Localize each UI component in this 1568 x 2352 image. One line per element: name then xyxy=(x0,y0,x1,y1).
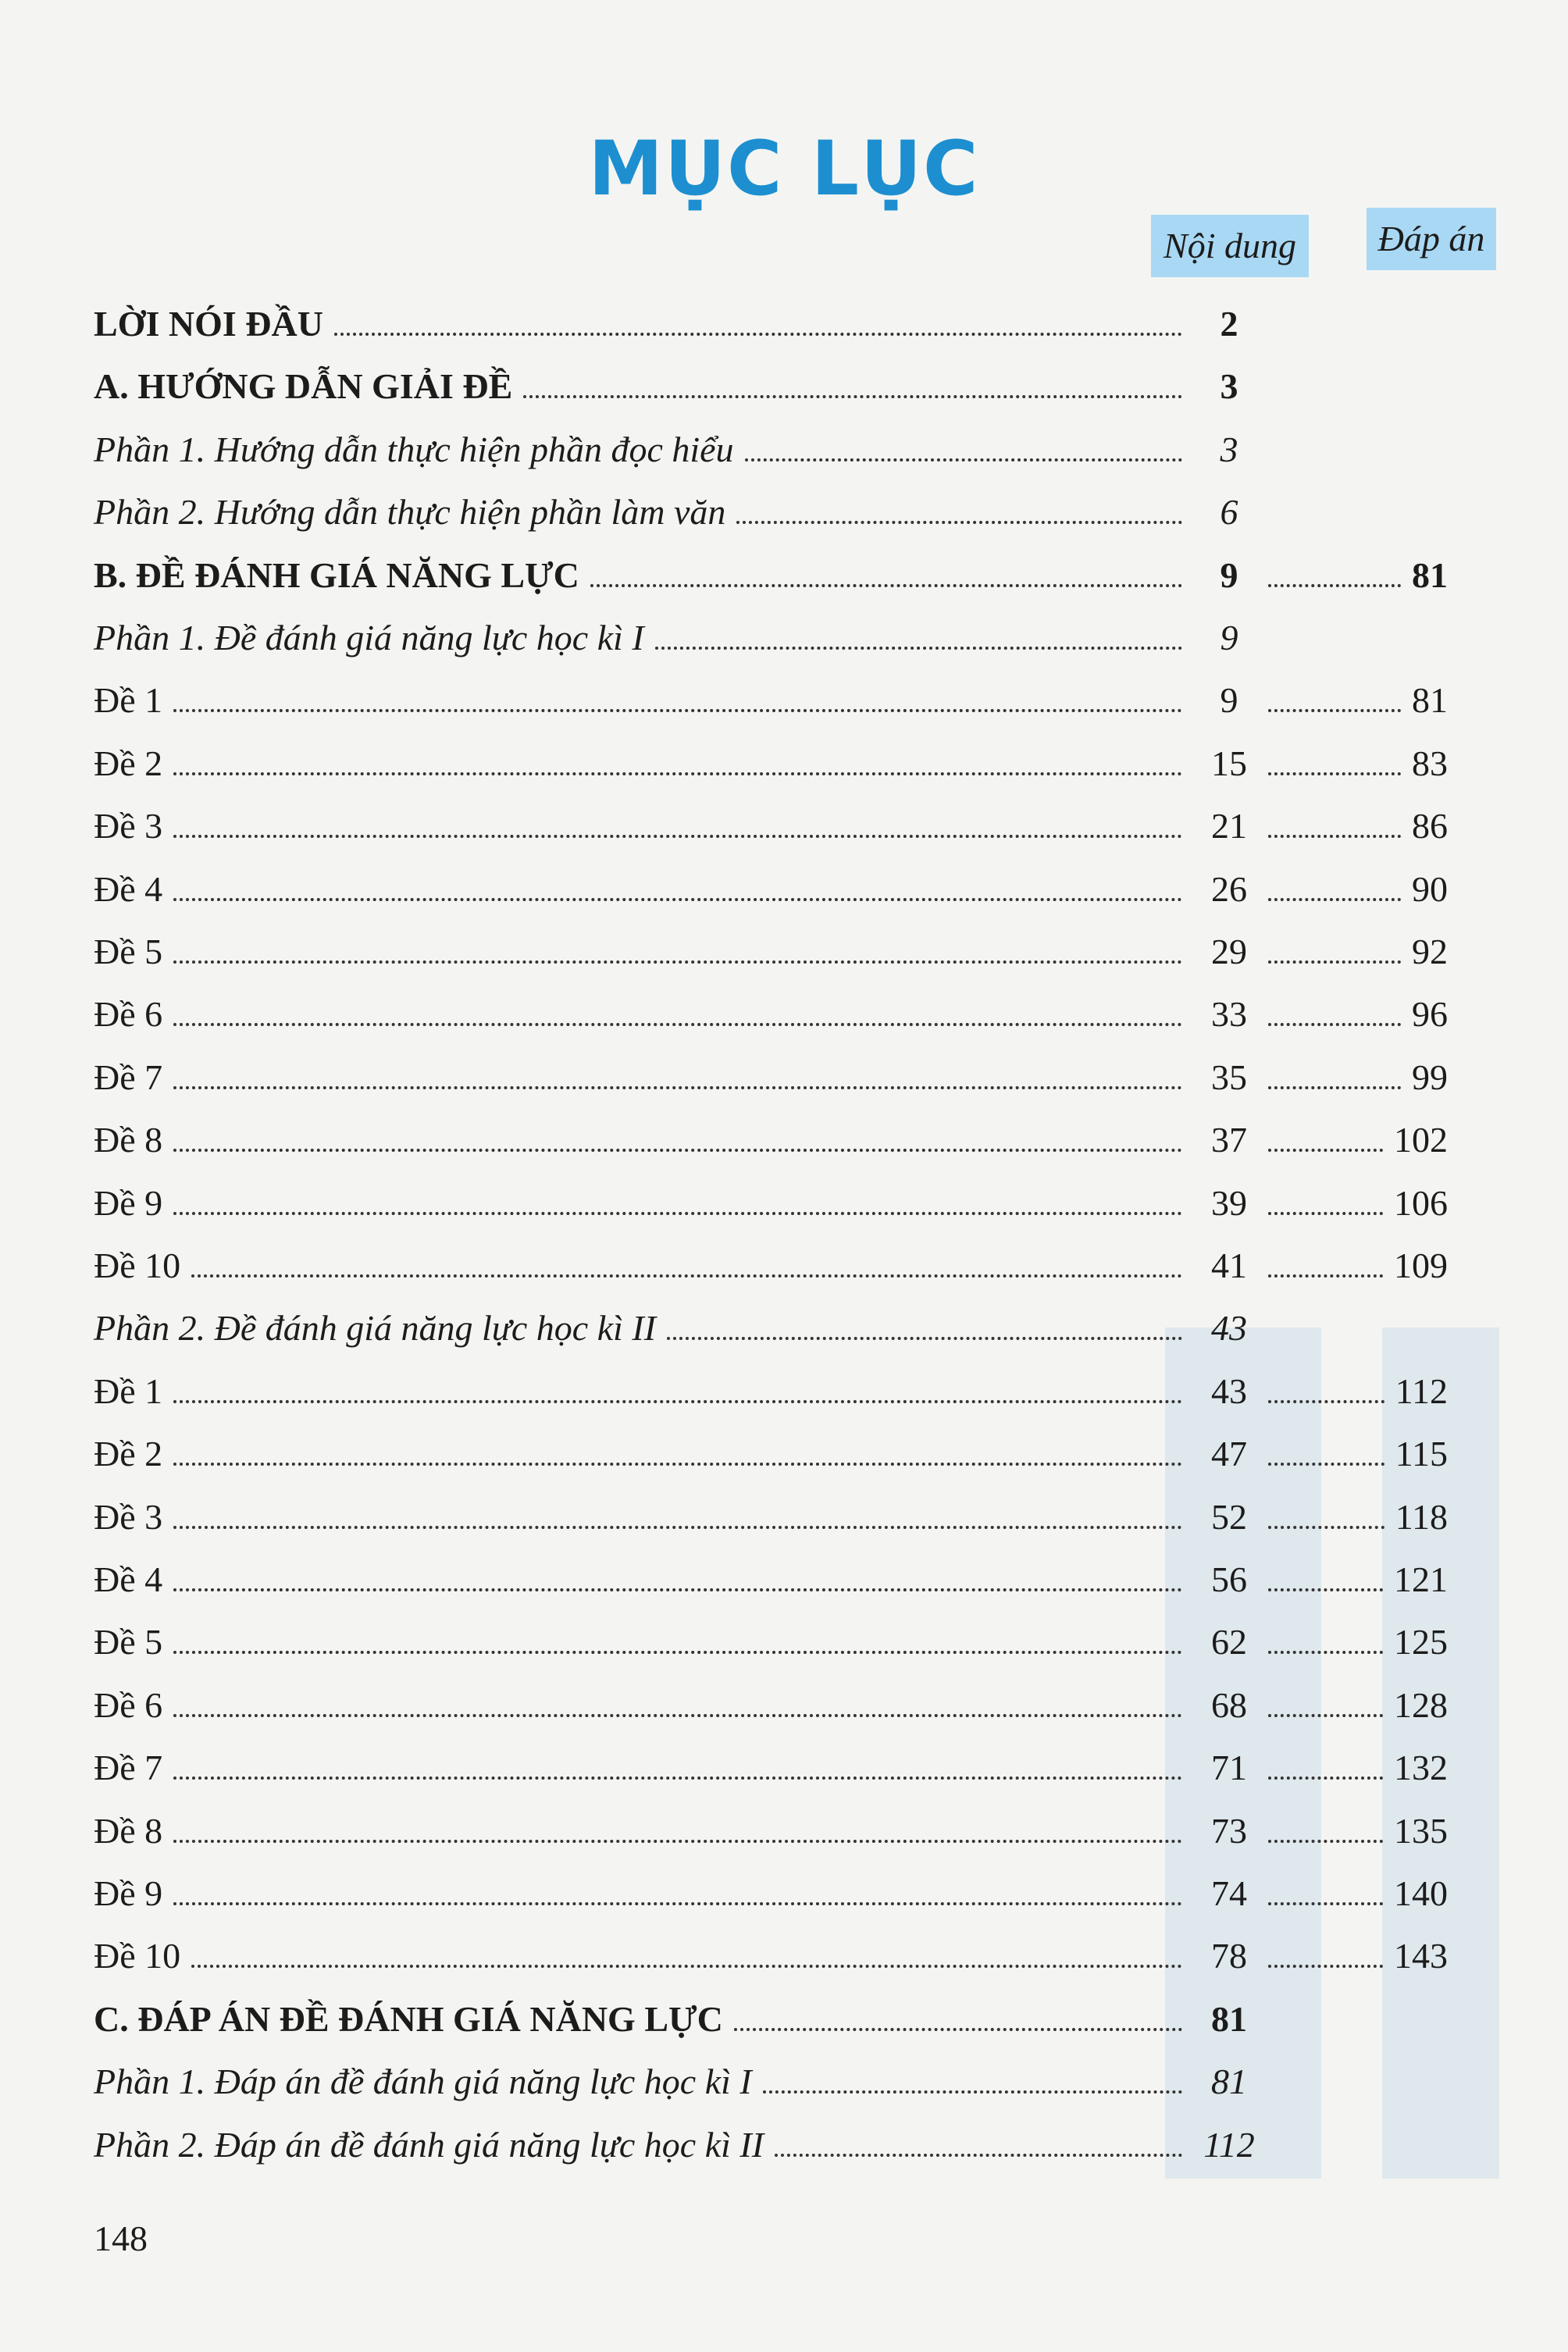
toc-entry xyxy=(94,985,1265,1043)
toc-entry-label: Phần 1. Đáp án đề đánh giá năng lực học kì I xyxy=(94,2062,752,2101)
toc-entry xyxy=(94,1802,1265,1860)
dot-leader xyxy=(1268,1525,1384,1529)
toc-entry-page: 68 xyxy=(1211,1685,1247,1725)
toc-entry-label: Đề 8 xyxy=(94,1811,163,1851)
toc-entry-answer-page: 118 xyxy=(1395,1497,1448,1537)
toc-entry-label: Đề 7 xyxy=(94,1748,163,1787)
dot-leader xyxy=(1268,1022,1401,1026)
toc-entry-label: Đề 1 xyxy=(94,1371,163,1411)
dot-leader xyxy=(1268,834,1401,838)
dot-leader xyxy=(173,1713,1182,1717)
toc-entry xyxy=(94,735,1265,793)
toc-entry-page: 9 xyxy=(1220,555,1238,595)
toc-entry-label: Đề 10 xyxy=(94,1245,181,1285)
toc-entry-answer-page: 121 xyxy=(1394,1559,1448,1599)
toc-entry-label: Đề 5 xyxy=(94,1622,163,1662)
dot-leader xyxy=(1268,1839,1383,1843)
toc-entry xyxy=(94,1927,1265,1985)
toc-entry-page: 9 xyxy=(1220,680,1238,720)
dot-leader xyxy=(173,960,1182,964)
toc-entry-label: Đề 1 xyxy=(94,680,163,720)
toc-entry-answer xyxy=(1268,1237,1448,1295)
page-number: 148 xyxy=(94,2218,148,2258)
toc-entry-page: 52 xyxy=(1211,1497,1247,1537)
toc-entry-answer xyxy=(1268,1425,1448,1483)
toc-entry-label: B. ĐỀ ĐÁNH GIÁ NĂNG LỰC xyxy=(94,555,579,595)
toc-entry-page: 74 xyxy=(1211,1873,1247,1913)
toc-entry xyxy=(94,2053,1265,2111)
dot-leader xyxy=(736,520,1182,524)
toc-entry-answer-page: 143 xyxy=(1394,1936,1448,1976)
toc-entry-label: Đề 6 xyxy=(94,1685,163,1725)
toc-entry-answer xyxy=(1268,1174,1448,1232)
dot-leader xyxy=(734,2027,1182,2031)
toc-entry-answer-page: 140 xyxy=(1394,1873,1448,1913)
toc-entry xyxy=(94,358,1265,415)
toc-entry-answer-page: 81 xyxy=(1412,555,1448,595)
toc-entry-answer xyxy=(1268,1802,1448,1860)
dot-leader xyxy=(1268,583,1401,587)
toc-entry-label: Đề 2 xyxy=(94,743,163,783)
dot-leader xyxy=(173,1399,1182,1403)
column-header-content: Nội dung xyxy=(1151,215,1309,277)
toc-entry xyxy=(94,1299,1265,1357)
toc-entry-page: 21 xyxy=(1211,806,1247,846)
toc-entry-page: 47 xyxy=(1211,1434,1247,1474)
toc-entry-label: Đề 8 xyxy=(94,1120,163,1160)
dot-leader xyxy=(173,1776,1182,1780)
dot-leader xyxy=(173,1650,1182,1654)
toc-entry xyxy=(94,1551,1265,1609)
toc-entry-answer xyxy=(1268,1363,1448,1420)
toc-entry-answer-page: 99 xyxy=(1412,1057,1448,1097)
toc-entry-answer-page: 125 xyxy=(1394,1622,1448,1662)
toc-entry-label: A. HƯỚNG DẪN GIẢI ĐỀ xyxy=(94,366,513,406)
toc-entry-answer xyxy=(1268,1865,1448,1923)
toc-entry-page: 41 xyxy=(1211,1245,1247,1285)
toc-entry xyxy=(94,1677,1265,1734)
dot-leader xyxy=(173,1148,1182,1152)
dot-leader xyxy=(1268,1901,1383,1905)
toc-entry-answer xyxy=(1268,1551,1448,1609)
toc-entry-page: 3 xyxy=(1220,429,1238,469)
toc-entry-page: 43 xyxy=(1211,1371,1247,1411)
dot-leader xyxy=(1268,1964,1383,1968)
toc-entry-page: 15 xyxy=(1211,743,1247,783)
toc-entry-page: 81 xyxy=(1211,2062,1247,2101)
dot-leader xyxy=(1268,772,1401,775)
toc-entry-page: 6 xyxy=(1220,492,1238,532)
toc-entry-label: Đề 4 xyxy=(94,1559,163,1599)
toc-entry xyxy=(94,1865,1265,1923)
toc-entry xyxy=(94,672,1265,729)
toc-entry-answer xyxy=(1268,1613,1448,1671)
toc-entry xyxy=(94,2116,1265,2174)
toc-entry xyxy=(94,1488,1265,1546)
toc-entry-answer xyxy=(1268,861,1448,918)
toc-entry-page: 56 xyxy=(1211,1559,1247,1599)
toc-entry-answer xyxy=(1268,547,1448,604)
toc-entry-answer xyxy=(1268,1488,1448,1546)
toc-entry xyxy=(94,861,1265,918)
dot-leader xyxy=(1268,1274,1383,1278)
toc-entry-page: 33 xyxy=(1211,994,1247,1034)
dot-leader xyxy=(173,1525,1182,1529)
toc-entry-answer-page: 83 xyxy=(1412,743,1448,783)
toc-entry-label: Phần 2. Hướng dẫn thực hiện phần làm văn xyxy=(94,492,726,532)
toc-entry xyxy=(94,1363,1265,1420)
dot-leader xyxy=(173,1839,1182,1843)
toc-entry-answer xyxy=(1268,1049,1448,1107)
toc-entry-label: Đề 6 xyxy=(94,994,163,1034)
toc-entry xyxy=(94,1111,1265,1169)
toc-entry-page: 3 xyxy=(1220,366,1238,406)
toc-entry-label: Phần 1. Đề đánh giá năng lực học kì I xyxy=(94,618,644,657)
toc-entry xyxy=(94,295,1265,353)
toc-entry-label: Phần 1. Hướng dẫn thực hiện phần đọc hiểu xyxy=(94,429,734,469)
toc-entry-page: 81 xyxy=(1211,1999,1247,2039)
dot-leader xyxy=(1268,1713,1383,1717)
dot-leader xyxy=(763,2090,1182,2094)
dot-leader xyxy=(1268,708,1401,712)
toc-entry-label: Đề 10 xyxy=(94,1936,181,1976)
toc-entry-answer xyxy=(1268,672,1448,729)
toc-entry-page: 62 xyxy=(1211,1622,1247,1662)
dot-leader xyxy=(523,394,1182,398)
toc-entry-label: Phần 2. Đề đánh giá năng lực học kì II xyxy=(94,1308,657,1348)
dot-leader xyxy=(775,2153,1182,2157)
toc-entry-label: C. ĐÁP ÁN ĐỀ ĐÁNH GIÁ NĂNG LỰC xyxy=(94,1999,723,2039)
toc-entry-label: Đề 7 xyxy=(94,1057,163,1097)
toc-entry-answer-page: 128 xyxy=(1394,1685,1448,1725)
dot-leader xyxy=(1268,1650,1383,1654)
toc-entry-page: 43 xyxy=(1211,1308,1247,1348)
dot-leader xyxy=(1268,1211,1383,1215)
toc-entry-page: 112 xyxy=(1203,2125,1255,2165)
toc-entry-answer-page: 81 xyxy=(1412,680,1448,720)
dot-leader xyxy=(655,646,1182,650)
toc-entry xyxy=(94,609,1265,667)
toc-entry-answer-page: 96 xyxy=(1412,994,1448,1034)
toc-entry-label: Đề 5 xyxy=(94,932,163,971)
toc-entry-page: 39 xyxy=(1211,1183,1247,1223)
dot-leader xyxy=(667,1336,1182,1340)
dot-leader xyxy=(1268,1588,1383,1591)
toc-entry xyxy=(94,1739,1265,1797)
toc-entry xyxy=(94,1425,1265,1483)
toc-entry-answer xyxy=(1268,1111,1448,1169)
dot-leader xyxy=(191,1964,1182,1968)
toc-entry-page: 78 xyxy=(1211,1936,1247,1976)
dot-leader xyxy=(1268,1776,1383,1780)
toc-entry-answer-page: 112 xyxy=(1395,1371,1448,1411)
dot-leader xyxy=(173,708,1182,712)
toc-entry-label: Đề 3 xyxy=(94,806,163,846)
toc-entry-label: Đề 4 xyxy=(94,869,163,909)
toc-entry-page: 73 xyxy=(1211,1811,1247,1851)
dot-leader xyxy=(1268,1399,1384,1403)
dot-leader xyxy=(173,1085,1182,1089)
toc-entry xyxy=(94,1990,1265,2048)
dot-leader xyxy=(191,1274,1182,1278)
toc-entry-page: 37 xyxy=(1211,1120,1247,1160)
toc-entry-page: 71 xyxy=(1211,1748,1247,1787)
dot-leader xyxy=(334,332,1182,336)
dot-leader xyxy=(173,1022,1182,1026)
toc-entry-label: Đề 9 xyxy=(94,1183,163,1223)
dot-leader xyxy=(745,458,1182,461)
toc-entry-answer-page: 92 xyxy=(1412,932,1448,971)
toc-entry-answer xyxy=(1268,923,1448,981)
toc-entry xyxy=(94,1613,1265,1671)
dot-leader xyxy=(1268,1462,1384,1466)
toc-entry-answer xyxy=(1268,985,1448,1043)
toc-entry-answer xyxy=(1268,1927,1448,1985)
dot-leader xyxy=(1268,1085,1401,1089)
toc-entry-page: 26 xyxy=(1211,869,1247,909)
toc-entry-answer-page: 90 xyxy=(1412,869,1448,909)
toc-entry-answer xyxy=(1268,797,1448,855)
page-title: MỤC LỤC xyxy=(588,125,980,212)
toc-entry-answer-page: 109 xyxy=(1394,1245,1448,1285)
dot-leader xyxy=(1268,897,1401,901)
column-header-answer: Đáp án xyxy=(1367,208,1496,270)
dot-leader xyxy=(590,583,1182,587)
dot-leader xyxy=(173,1901,1182,1905)
toc-entry-page: 29 xyxy=(1211,932,1247,971)
dot-leader xyxy=(173,772,1182,775)
toc-entry-label: Đề 2 xyxy=(94,1434,163,1474)
toc-entry-label: LỜI NÓI ĐẦU xyxy=(94,304,323,344)
dot-leader xyxy=(173,1588,1182,1591)
toc-entry-answer-page: 106 xyxy=(1394,1183,1448,1223)
toc-entry xyxy=(94,1237,1265,1295)
toc-entry-answer xyxy=(1268,1739,1448,1797)
toc-entry-label: Đề 3 xyxy=(94,1497,163,1537)
toc-entry-answer-page: 115 xyxy=(1395,1434,1448,1474)
toc-entry xyxy=(94,1174,1265,1232)
toc-entry xyxy=(94,547,1265,604)
toc-entry xyxy=(94,797,1265,855)
toc-entry xyxy=(94,421,1265,479)
toc-entry-label: Phần 2. Đáp án đề đánh giá năng lực học kì II xyxy=(94,2125,764,2165)
toc-entry-page: 9 xyxy=(1220,618,1238,657)
dot-leader xyxy=(173,834,1182,838)
toc-entry-answer xyxy=(1268,1677,1448,1734)
dot-leader xyxy=(173,897,1182,901)
toc-entry-page: 35 xyxy=(1211,1057,1247,1097)
dot-leader xyxy=(1268,960,1401,964)
toc-entry-label: Đề 9 xyxy=(94,1873,163,1913)
toc-entry-answer xyxy=(1268,735,1448,793)
toc-entry-page: 2 xyxy=(1220,304,1238,344)
dot-leader xyxy=(1268,1148,1383,1152)
toc-entry xyxy=(94,923,1265,981)
toc-entry-answer-page: 102 xyxy=(1394,1120,1448,1160)
toc-entry-answer-page: 132 xyxy=(1394,1748,1448,1787)
dot-leader xyxy=(173,1211,1182,1215)
toc-entry xyxy=(94,1049,1265,1107)
toc-entry xyxy=(94,483,1265,541)
toc-entry-answer-page: 135 xyxy=(1394,1811,1448,1851)
dot-leader xyxy=(173,1462,1182,1466)
toc-entry-answer-page: 86 xyxy=(1412,806,1448,846)
